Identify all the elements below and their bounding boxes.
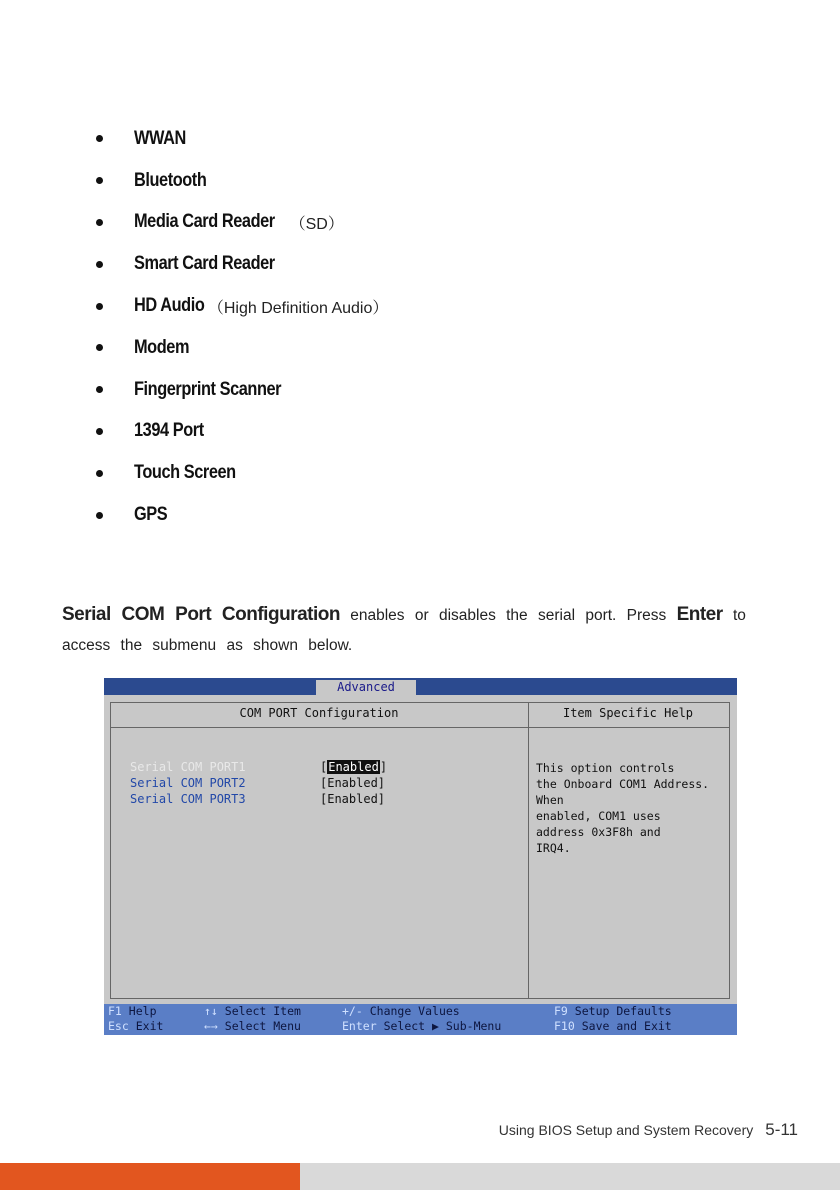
footer-accent-bar [0, 1163, 300, 1190]
bullet-icon [96, 303, 103, 310]
bios-value-com2[interactable]: [Enabled] [320, 776, 386, 790]
description-paragraph: Serial COM Port Configuration enables or disables the serial port. Press Enter to access the submenu as shown below. [62, 603, 746, 654]
list-item: Fingerprint Scanner [96, 369, 388, 411]
list-item: HD Audio （High Definition Audio） [96, 285, 388, 327]
bios-header-rule [110, 727, 730, 728]
bios-item-com3[interactable]: Serial COM PORT3 [130, 792, 246, 806]
feature-list [96, 118, 388, 536]
tab-advanced[interactable]: Advanced [316, 680, 416, 695]
bios-key-legend: F1 Help ↑↓ Select Item +/- Change Values F9 Setup Defaults Esc Exit ←→ Select Menu Enter Select ▶ Sub-Menu F10 Save and Exit [104, 1004, 737, 1035]
list-item: WWAN [96, 118, 388, 160]
list-item: Modem [96, 327, 388, 369]
bios-item-com2[interactable]: Serial COM PORT2 [130, 776, 246, 790]
list-item: Touch Screen [96, 452, 388, 494]
enter-key-term: Enter [676, 603, 723, 625]
bullet-icon [96, 386, 103, 393]
list-item: Smart Card Reader [96, 243, 388, 285]
term-serial-com: Serial COM Port Configuration [62, 603, 340, 625]
bullet-icon [96, 344, 103, 351]
footer-grey-bar [300, 1163, 840, 1190]
list-item: Media Card Reader （SD） [96, 202, 388, 244]
bios-item-com1[interactable]: Serial COM PORT1 [130, 760, 246, 774]
list-item: 1394 Port [96, 411, 388, 453]
bios-left-header: COM PORT Configuration [239, 706, 399, 720]
bullet-icon [96, 470, 103, 477]
bios-screenshot [104, 678, 737, 1035]
bios-value-com3[interactable]: [Enabled] [320, 792, 386, 806]
bullet-icon [96, 135, 103, 142]
bullet-icon [96, 512, 103, 519]
bullet-icon [96, 428, 103, 435]
bullet-icon [96, 177, 103, 184]
bios-divider [528, 702, 529, 999]
page-number: 5-11 [765, 1120, 798, 1139]
footer-title: Using BIOS Setup and System Recovery [498, 1122, 754, 1138]
page-footer [499, 1120, 798, 1140]
bios-value-com1[interactable]: [Enabled] [320, 760, 388, 774]
list-item: Bluetooth [96, 160, 388, 202]
list-item: GPS [96, 494, 388, 536]
bios-right-header: Item Specific Help [562, 706, 694, 720]
bullet-icon [96, 219, 103, 226]
bios-help-text: This option controls the Onboard COM1 Address. When enabled, COM1 uses address 0x3F8h and IRQ4. [536, 761, 710, 855]
bullet-icon [96, 261, 103, 268]
bios-menu-bar [104, 678, 737, 695]
